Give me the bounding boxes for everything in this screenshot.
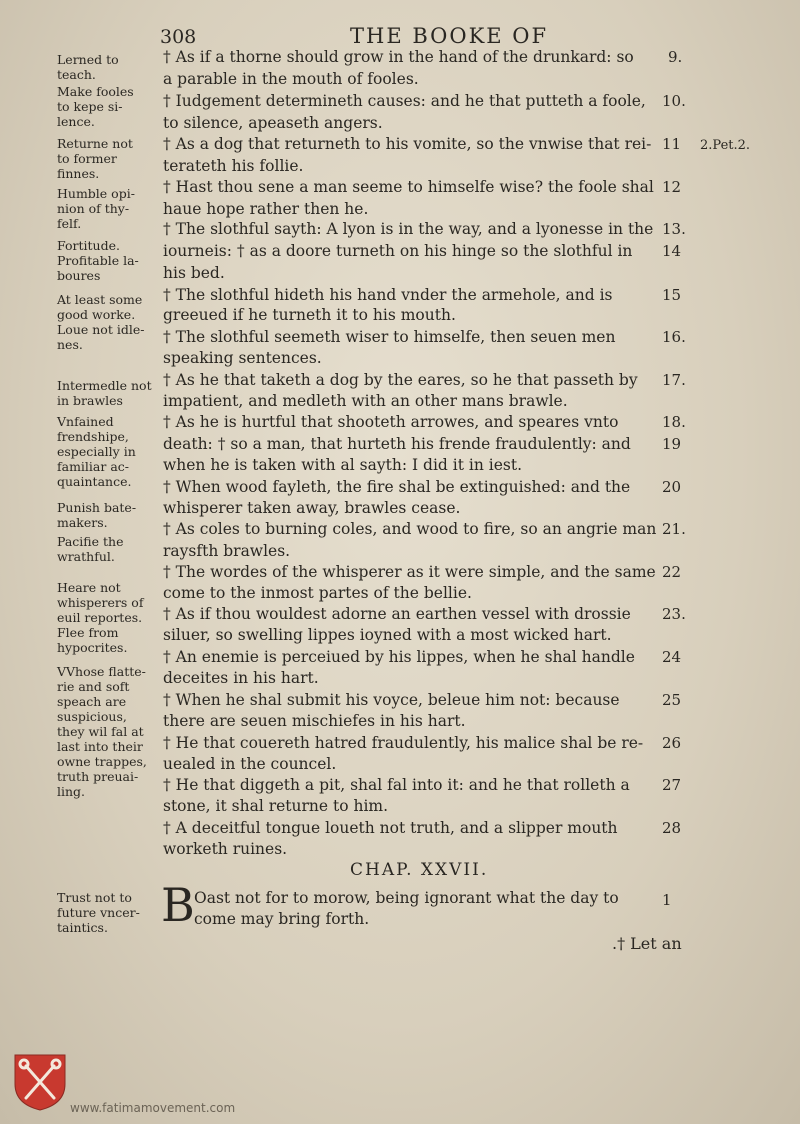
watermark-url: www.fatimamovement.com: [70, 1101, 236, 1115]
text-line: siluer, so swelling lippes ioyned with a most wicked hart.: [163, 626, 612, 644]
text-line: † As a dog that returneth to his vomite, so the vnwise that rei-: [163, 135, 652, 153]
verse-number: 10.: [662, 92, 686, 110]
verse-number: 21.: [662, 520, 686, 538]
text-line: † He that couereth hatred fraudulently, his malice shal be re-: [163, 734, 644, 752]
text-line: † The slothful sayth: A lyon is in the way, and a lyonesse in the: [163, 220, 654, 238]
text-line: † When he shal submit his voyce, beleue him not: because: [163, 691, 620, 709]
verse-number: 27: [662, 776, 682, 794]
verse-number: 1: [662, 891, 672, 909]
text-line: deceites in his hart.: [163, 669, 319, 687]
text-line: † As he that taketh a dog by the eares, so he that passeth by: [163, 371, 638, 389]
text-line: death: † so a man, that hurteth his frende fraudulently: and: [163, 435, 631, 453]
margin-note: At least some good worke. Loue not idle-nes.: [57, 292, 145, 352]
chapter-heading: CHAP. XXVII.: [350, 860, 489, 880]
text-line: † As if thou wouldest adorne an earthen vessel with drossie: [163, 605, 631, 623]
text-line: iourneis: † as a doore turneth on his hinge so the slothful in: [163, 242, 633, 260]
margin-note: Trust not to future vncer-taintics.: [57, 890, 140, 935]
margin-note: Heare not whisperers of euil reportes. Flee from hypocrites.: [57, 580, 144, 655]
text-line: when he is taken with al sayth: I did it in iest.: [163, 456, 522, 474]
verse-number: 15: [662, 286, 682, 304]
margin-note: Returne not to former finnes.: [57, 136, 133, 181]
verse-number: 19: [662, 435, 682, 453]
text-line: † He that diggeth a pit, shal fal into it: and he that rolleth a: [163, 776, 630, 794]
text-line: impatient, and medleth with an other mans brawle.: [163, 392, 568, 410]
text-line: † The wordes of the whisperer as it were simple, and the same: [163, 563, 656, 581]
catchword: .† Let an: [612, 934, 682, 953]
margin-note: VVhose flatte-rie and soft speach are suspicious, they wil fal at last into their owne trappes, truth preuai-ling.: [57, 664, 147, 799]
verse-number: 20: [662, 478, 682, 496]
text-line: haue hope rather then he.: [163, 200, 369, 218]
text-line: † Hast thou sene a man seeme to himselfe wise? the foole shal: [163, 178, 654, 196]
text-line: uealed in the councel.: [163, 755, 337, 773]
margin-note: Punish bate-makers.: [57, 500, 137, 530]
margin-note: Intermedle not in brawles: [57, 378, 152, 408]
text-line: † As if a thorne should grow in the hand of the drunkard: so: [163, 48, 634, 66]
text-line: † As coles to burning coles, and wood to fire, so an angrie man: [163, 520, 657, 538]
verse-number: 22: [662, 563, 682, 581]
margin-note: Pacifie the wrathful.: [57, 534, 124, 564]
text-line: greeued if he turneth it to his mouth.: [163, 306, 456, 324]
margin-note: Vnfained frendshipe, especially in familiar ac-quaintance.: [57, 414, 136, 489]
running-title: THE BOOKE OF: [350, 24, 549, 48]
text-line: there are seuen mischiefes in his hart.: [163, 712, 466, 730]
text-line: come to the inmost partes of the bellie.: [163, 584, 472, 602]
text-line: to silence, apeaseth angers.: [163, 114, 383, 132]
verse-number: 14: [662, 242, 682, 260]
text-line: worketh ruines.: [163, 840, 288, 858]
text-line: † When wood fayleth, the fire shal be extinguished: and the: [163, 478, 631, 496]
verse-number: 13.: [662, 220, 686, 238]
text-line: raysfth brawles.: [163, 542, 291, 560]
cross-reference: 2.Pet.2.: [700, 138, 751, 153]
verse-number: 11: [662, 135, 682, 153]
verse-number: 17.: [662, 371, 686, 389]
verse-number: 18.: [662, 413, 686, 431]
drop-cap: B: [161, 878, 195, 932]
text-line: † As he is hurtful that shooteth arrowes, and speares vnto: [163, 413, 619, 431]
text-line: come may bring forth.: [194, 910, 370, 928]
text-line: whisperer taken away, brawles cease.: [163, 499, 461, 517]
verse-number: 25: [662, 691, 682, 709]
text-line: Oast not for to morow, being ignorant what the day to: [194, 889, 619, 907]
verse-number: 9.: [668, 48, 683, 66]
text-line: † The slothful seemeth wiser to himselfe, then seuen men: [163, 328, 616, 346]
text-line: his bed.: [163, 264, 225, 282]
margin-note: Fortitude. Profitable la-boures: [57, 238, 139, 283]
text-line: a parable in the mouth of fooles.: [163, 70, 419, 88]
page-number: 308: [160, 26, 197, 48]
text-line: † A deceitful tongue loueth not truth, and a slipper mouth: [163, 819, 618, 837]
crossed-keys-shield-icon: [12, 1052, 68, 1112]
verse-number: 16.: [662, 328, 686, 346]
margin-note: Humble opi-nion of thy-felf.: [57, 186, 135, 231]
text-line: † An enemie is perceiued by his lippes, when he shal handle: [163, 648, 635, 666]
text-line: † Iudgement determineth causes: and he that putteth a foole,: [163, 92, 646, 110]
verse-number: 12: [662, 178, 682, 196]
verse-number: 24: [662, 648, 682, 666]
verse-number: 23.: [662, 605, 686, 623]
verse-number: 28: [662, 819, 682, 837]
text-line: stone, it shal returne to him.: [163, 797, 389, 815]
text-line: † The slothful hideth his hand vnder the armehole, and is: [163, 286, 613, 304]
text-line: speaking sentences.: [163, 349, 322, 367]
margin-note: Lerned to teach.: [57, 52, 119, 82]
margin-note: Make fooles to kepe si-lence.: [57, 84, 134, 129]
verse-number: 26: [662, 734, 682, 752]
text-line: terateth his follie.: [163, 157, 304, 175]
